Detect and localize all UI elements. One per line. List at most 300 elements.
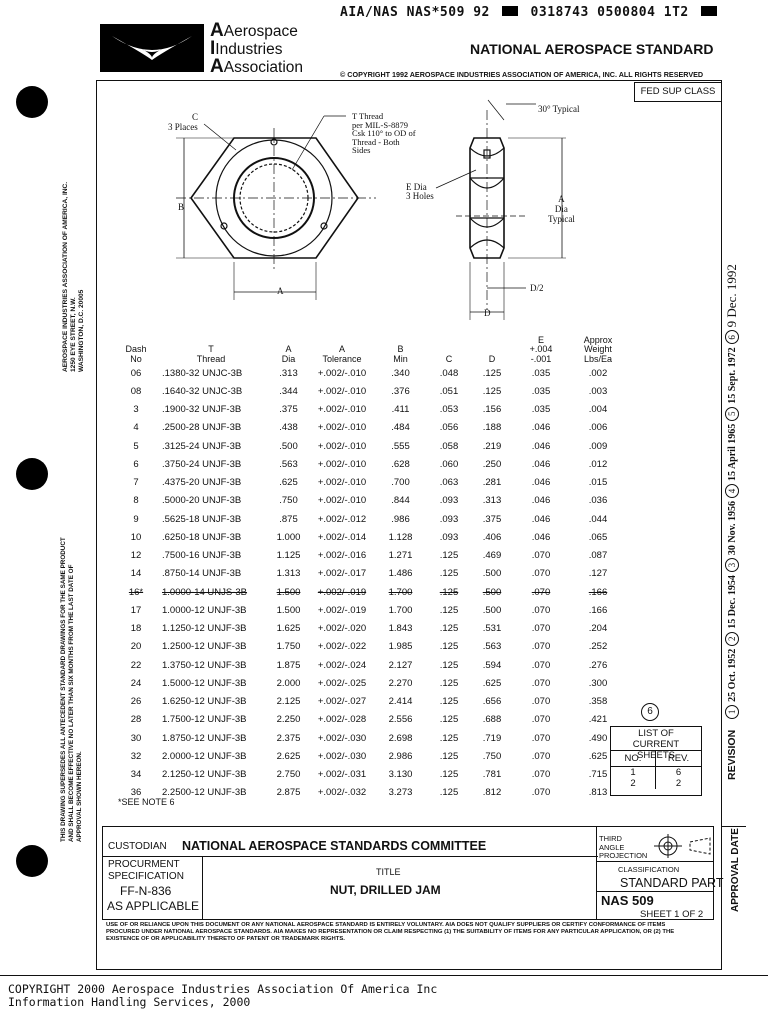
column-header-line: Approx xyxy=(583,334,613,345)
table-cell: .156 xyxy=(482,404,502,416)
table-cell: +.002/-.010 xyxy=(317,404,367,416)
table-cell: .250 xyxy=(482,458,502,470)
table-cell: 2.250 xyxy=(276,714,301,726)
table-cell: .070 xyxy=(531,677,551,689)
spec-table-body xyxy=(116,364,628,802)
table-cell: .046 xyxy=(531,440,551,452)
table-cell: +.002/-.030 xyxy=(317,750,367,762)
table-cell: .813 xyxy=(588,787,608,799)
custodian-label: CUSTODIAN xyxy=(108,841,167,852)
a-dia-line: A xyxy=(558,194,565,204)
column-header-line: Lbs/Ea xyxy=(583,353,613,364)
column-header xyxy=(428,322,470,364)
table-cell: .376 xyxy=(391,385,410,397)
table-cell: .125 xyxy=(482,367,502,379)
column-header xyxy=(568,322,628,364)
table-cell: .344 xyxy=(279,385,298,397)
column-header-line: +.004 xyxy=(529,344,553,354)
table-cell: 16* xyxy=(128,586,144,598)
table-cell: .058 xyxy=(439,440,459,452)
table-cell: 1.000 xyxy=(276,531,301,543)
table-cell: .093 xyxy=(439,495,459,507)
projection-line: THIRD xyxy=(599,834,622,843)
table-cell: .070 xyxy=(531,550,551,562)
table-row xyxy=(116,382,628,400)
supersede-line: THIS DRAWING SUPERSEDES ALL ANTECEDENT STANDARD DRAWINGS FOR THE SAME PRODUCT xyxy=(60,537,67,842)
table-row xyxy=(116,547,628,565)
t-thread-line: Csk 110° to OD of xyxy=(352,128,416,138)
table-cell: .531 xyxy=(482,623,502,635)
classification-label: CLASSIFICATION xyxy=(618,865,680,874)
table-cell: .8750-14 UNJF-3B xyxy=(162,568,242,580)
table-cell: .046 xyxy=(531,422,551,434)
table-cell: .036 xyxy=(588,495,608,507)
table-cell: 36 xyxy=(130,787,142,799)
supersede-line: AND SHALL BECOME EFFECTIVE NO LATER THAN SIX MONTHS FROM THE LAST DATE OF xyxy=(68,564,75,842)
table-cell: 1.8750-12 UNJF-3B xyxy=(162,732,247,744)
column-header-line: A xyxy=(338,344,345,354)
column-header-line: Min xyxy=(393,353,408,364)
column-header-line: C xyxy=(445,353,453,364)
disclaimer-line: EXISTENCE OF OR APPLICABILITY THERETO OF PATENT OR TRADEMARK RIGHTS. xyxy=(106,936,345,942)
table-cell: +.002/-.010 xyxy=(317,385,367,397)
table-cell: +.002/-.022 xyxy=(317,641,367,653)
table-row xyxy=(116,565,628,583)
table-cell: +.002/-.014 xyxy=(317,531,367,543)
table-cell: .500 xyxy=(279,440,298,452)
divider xyxy=(722,826,746,827)
t-thread-line: Thread - Both xyxy=(352,136,400,147)
table-cell: 1.2500-12 UNJF-3B xyxy=(162,641,247,653)
table-cell: .700 xyxy=(391,477,410,489)
table-cell: .715 xyxy=(588,769,608,781)
table-cell: .750 xyxy=(482,750,502,762)
table-cell: .313 xyxy=(482,495,502,507)
table-cell: .750 xyxy=(279,495,298,507)
footer-line: Information Handling Services, 2000 xyxy=(8,995,251,1009)
table-cell: 1.7500-12 UNJF-3B xyxy=(162,714,247,726)
table-cell: 1.0000-14 UNJS-3B xyxy=(162,586,248,598)
table-cell: 1.700 xyxy=(388,604,413,616)
org-line1: Aerospace xyxy=(223,23,298,40)
table-cell: .015 xyxy=(588,477,608,489)
table-cell: .188 xyxy=(482,422,502,434)
divider xyxy=(596,891,714,892)
table-cell: +.002/-.025 xyxy=(317,677,367,689)
column-header-line: D xyxy=(488,353,496,364)
see-note: *SEE NOTE 6 xyxy=(118,797,175,807)
revision-label: REVISION xyxy=(726,729,738,780)
table-cell: 5 xyxy=(133,440,139,452)
t-thread-line: per MIL-S-8879 xyxy=(352,119,408,130)
label-d: D xyxy=(484,308,491,318)
column-header-line: B xyxy=(397,344,404,354)
revision-number: 1 xyxy=(725,705,739,719)
table-cell: .7500-16 UNJF-3B xyxy=(162,550,242,562)
table-cell: .1900-32 UNJF-3B xyxy=(162,404,242,416)
table-cell: +.002/-.010 xyxy=(317,367,367,379)
a-dia-line: Typical xyxy=(548,214,575,224)
table-cell: .070 xyxy=(531,604,551,616)
table-cell: .719 xyxy=(482,732,502,744)
revision-date: 15 Dec. 1954 xyxy=(726,575,738,629)
divider xyxy=(596,826,597,920)
table-cell: .125 xyxy=(439,586,459,598)
table-cell: .063 xyxy=(439,477,459,489)
address-line: WASHINGTON, D.C. 20005 xyxy=(78,289,85,372)
table-cell: .065 xyxy=(588,531,608,543)
table-cell: 3.273 xyxy=(388,787,413,799)
table-cell: .003 xyxy=(588,385,608,397)
table-cell: .438 xyxy=(279,422,298,434)
black-block xyxy=(701,6,717,16)
column-header-line: -.001 xyxy=(530,353,552,364)
table-row xyxy=(116,693,628,711)
table-cell: 1.271 xyxy=(388,550,413,562)
table-cell: 2.0000-12 UNJF-3B xyxy=(162,750,247,762)
table-cell: .166 xyxy=(588,604,608,616)
table-cell: 26 xyxy=(130,696,142,708)
disclaimer-line: USE OF OR RELIANCE UPON THIS DOCUMENT OR ANY NATIONAL AEROSPACE STANDARD IS ENTIRELY VOLUNTARY. AIA DOES NOT QUALIFY SUPPLIERS OR CERTIFY CONFORMANCE OF ITEMS xyxy=(106,922,666,928)
table-cell: .844 xyxy=(391,495,410,507)
table-cell: .046 xyxy=(531,477,551,489)
table-cell: .044 xyxy=(588,513,608,525)
table-cell: .125 xyxy=(439,787,459,799)
table-cell: .375 xyxy=(482,513,502,525)
table-row xyxy=(116,601,628,619)
column-header-line: Tolerance xyxy=(322,353,362,364)
table-cell: 3.130 xyxy=(388,769,413,781)
table-cell: 1.500 xyxy=(276,586,301,598)
part-number: NAS 509 xyxy=(601,893,654,908)
disclaimer xyxy=(106,922,674,943)
table-row xyxy=(116,474,628,492)
table-cell: 1.486 xyxy=(388,568,413,580)
revision-date: 15 April 1965 xyxy=(726,423,738,481)
table-cell: 1.1250-12 UNJF-3B xyxy=(162,623,247,635)
table-cell: .411 xyxy=(391,404,410,416)
table-cell: 2.698 xyxy=(388,732,413,744)
table-cell: 1.500 xyxy=(276,604,301,616)
spec-table xyxy=(116,322,628,802)
revision-date: 25 Oct. 1952 xyxy=(726,648,738,702)
table-cell: .3750-24 UNJF-3B xyxy=(162,458,242,470)
fed-sup-class: FED SUP CLASS xyxy=(640,86,716,97)
table-cell: .125 xyxy=(439,659,459,671)
label-30-typical: 30° Typical xyxy=(538,104,580,114)
table-cell: 7 xyxy=(133,477,139,489)
table-cell: 2.414 xyxy=(388,696,413,708)
table-cell: 1.3750-12 UNJF-3B xyxy=(162,659,247,671)
table-cell: .276 xyxy=(588,659,608,671)
table-cell: .500 xyxy=(482,568,502,580)
copyright-line: © COPYRIGHT 1992 AEROSPACE INDUSTRIES ASSOCIATION OF AMERICA, INC. ALL RIGHTS RESERVED xyxy=(340,70,704,79)
table-cell: 1.700 xyxy=(388,586,413,598)
table-cell: .625 xyxy=(279,477,298,489)
table-cell: +.002/-.024 xyxy=(317,659,367,671)
column-header xyxy=(514,322,568,364)
label-e-dia: E Dia xyxy=(406,182,427,192)
sheet-no-1: 1 xyxy=(630,767,636,778)
table-cell: 17 xyxy=(130,604,142,616)
address-line: AEROSPACE INDUSTRIES ASSOCIATION OF AMERICA, INC. xyxy=(62,181,69,372)
revision-number: 3 xyxy=(725,558,739,572)
table-cell: .035 xyxy=(531,385,551,397)
table-cell: .048 xyxy=(439,367,459,379)
table-cell: .093 xyxy=(439,531,459,543)
column-header-line: Weight xyxy=(584,344,612,354)
table-row xyxy=(116,401,628,419)
table-cell: 2.000 xyxy=(276,677,301,689)
table-cell: +.002/-.019 xyxy=(317,604,367,616)
table-cell: .125 xyxy=(439,732,459,744)
sheet-rev-2: 2 xyxy=(675,778,682,789)
table-cell: .358 xyxy=(588,696,608,708)
spec-table-header xyxy=(116,322,628,364)
column-header xyxy=(116,322,156,364)
label-e-holes: 3 Holes xyxy=(406,191,434,201)
revision-number: 4 xyxy=(725,484,739,498)
table-cell: .046 xyxy=(531,495,551,507)
table-row xyxy=(116,583,628,601)
table-cell: +.002/-.012 xyxy=(317,513,367,525)
table-cell: 9 xyxy=(133,513,139,525)
revision-circle-number: 6 xyxy=(647,706,653,717)
approval-date-label: APPROVAL DATE xyxy=(730,828,741,912)
table-cell: .406 xyxy=(482,531,502,543)
table-cell: 10 xyxy=(130,531,142,543)
table-row xyxy=(116,747,628,765)
table-cell: .070 xyxy=(531,623,551,635)
table-cell: .125 xyxy=(439,550,459,562)
column-header xyxy=(311,322,373,364)
revision-date: 9 Dec. 1992 xyxy=(724,264,739,328)
table-cell: .204 xyxy=(588,623,608,635)
table-cell: .1380-32 UNJC-3B xyxy=(162,367,243,379)
table-row xyxy=(116,437,628,455)
projection-line: PROJECTION xyxy=(599,851,648,860)
label-a-dia xyxy=(548,194,575,224)
table-cell: .053 xyxy=(439,404,459,416)
table-row xyxy=(116,492,628,510)
table-cell: .070 xyxy=(531,769,551,781)
address-block xyxy=(62,182,86,372)
revision-number: 2 xyxy=(725,632,739,646)
disclaimer-line: PROCURED UNDER NATIONAL AEROSPACE STANDARDS. AIA MAKES NO REPRESENTATION OR CLAIM RESPECTING (1) THE SUITABILITY OF ITEMS FOR ANY PARTICULAR APPLICATION, OR (2) THE xyxy=(106,929,675,935)
sheet-number: SHEET 1 OF 2 xyxy=(640,909,704,920)
table-cell: 30 xyxy=(130,732,142,744)
table-cell: 18 xyxy=(130,623,142,635)
punch-hole xyxy=(16,86,48,118)
revision-history xyxy=(724,264,740,780)
table-cell: 2.750 xyxy=(276,769,301,781)
table-row xyxy=(116,510,628,528)
table-cell: .6250-18 UNJF-3B xyxy=(162,531,242,543)
projection-line: ANGLE xyxy=(599,842,625,852)
table-cell: .125 xyxy=(439,604,459,616)
table-cell: .300 xyxy=(588,677,608,689)
org-name: AAerospace IIndustries AAssociation xyxy=(210,20,303,77)
table-row xyxy=(116,419,628,437)
table-row xyxy=(116,766,628,784)
table-cell: 08 xyxy=(130,385,142,397)
table-cell: 12 xyxy=(130,550,142,562)
table-cell: .469 xyxy=(482,550,502,562)
table-cell: 14 xyxy=(130,568,142,580)
table-cell: .500 xyxy=(482,604,502,616)
doc-code: AIA/NAS NAS*509 92 xyxy=(340,5,490,20)
table-cell: +.002/-.032 xyxy=(317,787,367,799)
punch-hole xyxy=(16,458,48,490)
table-cell: 2.1250-12 UNJF-3B xyxy=(162,769,247,781)
table-cell: +.002/-.010 xyxy=(317,495,367,507)
table-cell: .070 xyxy=(531,750,551,762)
table-cell: .375 xyxy=(279,404,298,416)
table-cell: .781 xyxy=(482,769,502,781)
table-cell: +.002/-.017 xyxy=(317,568,367,580)
footer-line: COPYRIGHT 2000 Aerospace Industries Association Of America Inc xyxy=(8,982,438,996)
table-cell: .046 xyxy=(531,513,551,525)
table-cell: .986 xyxy=(391,513,410,525)
projection-label xyxy=(599,835,647,861)
table-cell: .125 xyxy=(439,696,459,708)
title-label: TITLE xyxy=(376,867,401,877)
table-cell: .012 xyxy=(588,458,608,470)
table-cell: 2.986 xyxy=(388,750,413,762)
column-header-line: A xyxy=(285,344,292,354)
table-cell: 1.843 xyxy=(388,623,413,635)
column-header-line: E xyxy=(537,334,544,345)
revision-list xyxy=(724,264,740,722)
table-cell: .093 xyxy=(439,513,459,525)
classification: STANDARD PART xyxy=(620,876,724,890)
procurement-spec: FF-N-836 xyxy=(120,884,172,898)
table-cell: .125 xyxy=(439,769,459,781)
table-cell: .070 xyxy=(531,787,551,799)
table-cell: .875 xyxy=(279,513,298,525)
doc-numbers: 0318743 0500804 1T2 xyxy=(530,5,689,20)
divider xyxy=(596,861,714,862)
table-cell: .563 xyxy=(482,641,502,653)
table-cell: .812 xyxy=(482,787,502,799)
table-cell: .125 xyxy=(439,623,459,635)
column-header-line: No xyxy=(130,353,142,364)
procurement-label xyxy=(108,859,184,883)
table-cell: .4375-20 UNJF-3B xyxy=(162,477,242,489)
label-c: C xyxy=(192,112,199,122)
table-cell: .166 xyxy=(588,586,608,598)
label-b: B xyxy=(178,202,185,212)
table-cell: 1.128 xyxy=(388,531,413,543)
revision-date: 30 Nov. 1956 xyxy=(726,500,738,556)
divider xyxy=(202,856,203,920)
table-cell: .252 xyxy=(588,641,608,653)
table-cell: 2.270 xyxy=(388,677,413,689)
black-block xyxy=(502,6,518,16)
revision-date: 15 Sept. 1972 xyxy=(726,347,738,404)
sheet-rev-1: 6 xyxy=(675,767,682,778)
table-cell: .002 xyxy=(588,367,608,379)
current-sheets-title: LIST OF CURRENT SHEETS xyxy=(611,727,701,751)
table-cell: .563 xyxy=(279,458,298,470)
doc-title: NUT, DRILLED JAM xyxy=(330,883,441,897)
wing-icon xyxy=(100,24,204,72)
standard-title: NATIONAL AEROSPACE STANDARD xyxy=(470,41,714,57)
address-line: 1250 EYE STREET, N.W. xyxy=(70,297,77,372)
table-row xyxy=(116,784,628,802)
aia-logo xyxy=(100,24,204,72)
table-cell: .125 xyxy=(439,677,459,689)
table-cell: 2.625 xyxy=(276,750,301,762)
header-row xyxy=(116,322,628,364)
table-row xyxy=(116,674,628,692)
label-d2: D/2 xyxy=(530,283,544,293)
table-cell: 22 xyxy=(130,659,142,671)
table-cell: 34 xyxy=(130,769,142,781)
sheet-no-2: 2 xyxy=(630,778,636,789)
table-row xyxy=(116,364,628,382)
fed-sup-class-box xyxy=(634,82,722,102)
table-cell: .009 xyxy=(588,440,608,452)
revision-number: 6 xyxy=(725,330,739,344)
procurement-line: PROCURMENT xyxy=(108,859,180,870)
org-line3: Association xyxy=(223,59,303,76)
table-cell: +.002/-.010 xyxy=(317,440,367,452)
table-cell: 2.875 xyxy=(276,787,301,799)
table-cell: 06 xyxy=(130,367,142,379)
table-cell: 1.750 xyxy=(276,641,301,653)
table-cell: .484 xyxy=(391,422,410,434)
procurement-applicable: AS APPLICABLE xyxy=(107,899,200,913)
column-header xyxy=(156,322,266,364)
table-cell: .004 xyxy=(588,404,608,416)
table-cell: .625 xyxy=(482,677,502,689)
footer-rule xyxy=(0,975,768,976)
column-header-line: Thread xyxy=(196,353,226,364)
revision-number: 5 xyxy=(725,407,739,421)
table-cell: 1.875 xyxy=(276,659,301,671)
table-cell: .594 xyxy=(482,659,502,671)
table-cell: +.002/-.031 xyxy=(317,769,367,781)
table-cell: 6 xyxy=(133,458,139,470)
col-rev: REV. xyxy=(656,751,701,767)
table-cell: .555 xyxy=(391,440,410,452)
third-angle-projection-icon xyxy=(652,834,714,858)
revision-circle xyxy=(641,703,659,721)
column-header-line: Dia xyxy=(281,353,296,364)
table-cell: .046 xyxy=(531,458,551,470)
table-cell: 4 xyxy=(133,422,139,434)
table-cell: .035 xyxy=(531,404,551,416)
table-cell: .125 xyxy=(439,750,459,762)
table-cell: .125 xyxy=(482,385,502,397)
table-cell: 1.0000-12 UNJF-3B xyxy=(162,604,247,616)
table-cell: .5000-20 UNJF-3B xyxy=(162,495,242,507)
table-cell: .127 xyxy=(588,568,608,580)
punch-hole xyxy=(16,845,48,877)
table-cell: 2.2500-12 UNJF-3B xyxy=(162,787,247,799)
table-cell: .2500-28 UNJF-3B xyxy=(162,422,242,434)
table-cell: 2.125 xyxy=(276,696,301,708)
table-cell: +.002/-.010 xyxy=(317,477,367,489)
table-cell: .070 xyxy=(531,641,551,653)
table-cell: 3 xyxy=(133,404,139,416)
table-row xyxy=(116,455,628,473)
table-cell: .281 xyxy=(482,477,502,489)
table-cell: .087 xyxy=(588,550,608,562)
table-cell: 1.985 xyxy=(388,641,413,653)
table-row xyxy=(116,729,628,747)
